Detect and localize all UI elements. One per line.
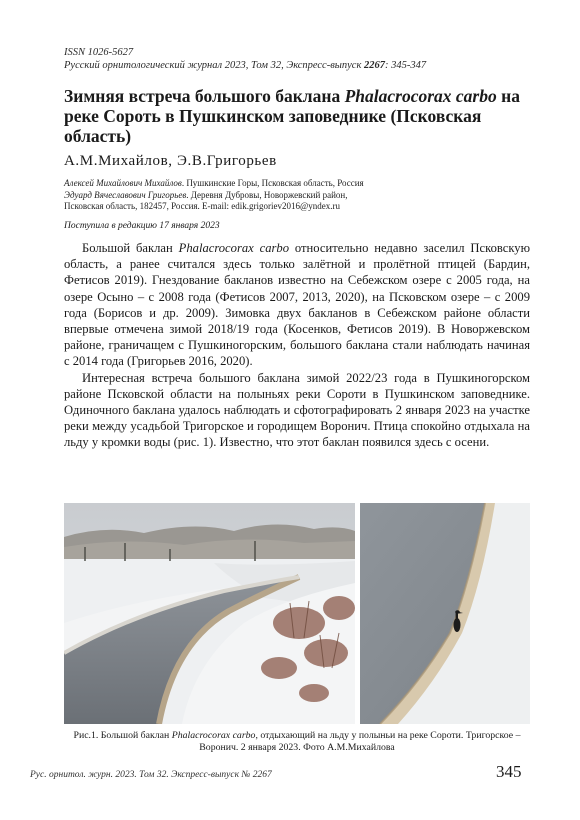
article-body [64, 240, 530, 451]
paragraph-2: Интересная встреча большого баклана зимой 2022/23 года в Пушкиногорском районе Псковской области на полыньях реки Сороти в Пушкинском заповеднике. Одиночного баклана удалось наблюдать и сфотографировать 2 января 2023 на участке реки между усадьбой Тригорское и городищем Воронич. Птица спокойно отдыхала на льду у кромки воды (рис. 1). Известно, что этот баклан появился здесь с осени. [64, 370, 530, 450]
affiliations [64, 178, 524, 213]
affiliation-2-address: Псковская область, 182457, Россия. E-mail: edik.grigoriev2016@yndex.ru [64, 201, 341, 211]
issn: ISSN 1026-5627 [64, 47, 134, 58]
photo-river-landscape [64, 503, 355, 724]
journal-header [64, 46, 426, 72]
article-title: Зимняя встреча большого баклана Phalacrocorax carbo на реке Сороть в Пушкинском заповеднике (Псковская область) [64, 86, 520, 146]
figure-1 [64, 503, 530, 724]
authors: А.М.Михайлов, Э.В.Григорьев [64, 153, 277, 169]
received-date: Поступила в редакцию 17 января 2023 [64, 221, 220, 231]
page-number: 345 [496, 762, 522, 781]
figure-caption: Рис.1. Большой баклан Phalacrocorax carbo, отдыхающий на льду у полыньи на реке Сороти. Тригорское – Воронич. 2 января 2023. Фото А.М.Михайлова [73, 730, 521, 753]
journal-citation: Русский орнитологический журнал 2023, Том 32, Экспресс-выпуск 2267: 345-347 [64, 60, 427, 71]
page-footer: Рус. орнитол. журн. 2023. Том 32. Экспресс-выпуск № 2267 [30, 770, 272, 780]
paragraph-1: Большой баклан Phalacrocorax carbo относительно недавно заселил Псковскую область, а ранее считался здесь только залётной и пролётной птицей (Бардин, Фетисов 2019). Гнездование бакланов известно на Себежском озере с 2005 года, на озере Осыно – с 2008 года (Фетисов 2007, 2013, 2020), на Псковском озере – с 2009 года (Борисов и др. 2009). Зимовка двух бакланов в Себежском районе области впервые отмечена зимой 2018/19 года (Косенков, Фетисов 2019). В Новоржевском районе, граничащем с Пушкиногорским, большого баклана стали наблюдать начиная с 2014 года (Григорьев 2016, 2020). [64, 241, 530, 369]
photo-cormorant-on-ice [360, 503, 530, 724]
title-species: Phalacrocorax carbo [344, 86, 497, 106]
affiliation-1: Алексей Михайлович Михайлов. Пушкинские Горы, Псковская область, Россия [64, 178, 364, 188]
affiliation-2: Эдуард Вячеславович Григорьев. Деревня Дубровы, Новоржевский район, [64, 189, 348, 200]
